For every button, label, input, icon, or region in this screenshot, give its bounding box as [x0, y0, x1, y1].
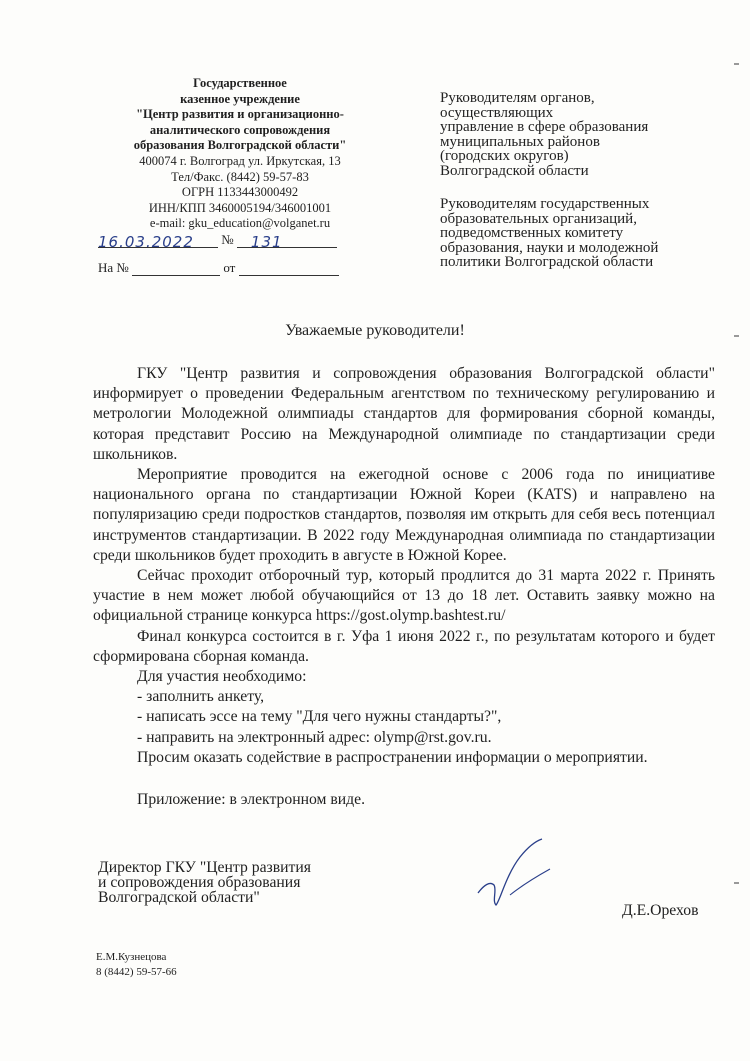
signatory-title: Волгоградской области" [98, 889, 260, 906]
paragraph: Сейчас проходит отборочный тур, который продлится до 31 марта 2022 г. Принять участие в нем может любой обучающийся от 13 до 18 лет. Оставить заявку можно на официальной странице конкурса https://gost.olymp.bashtest.ru/ [93, 567, 715, 625]
requirement-item: - написать эссе на тему "Для чего нужны стандарты?", [137, 708, 502, 726]
signature-block [98, 860, 311, 905]
sender-ogrn: ОГРН 1133443000492 [181, 185, 299, 200]
recipient-line: политики Волгоградской области [440, 254, 654, 270]
recipient-line: осуществляющих [440, 104, 554, 121]
recipient-line: управление в сфере образования [440, 119, 649, 135]
recipient-line: Руководителям государственных [440, 196, 650, 212]
recipient-line: (городских округов) [440, 148, 569, 164]
paragraph: ГКУ "Центр развития и сопровождения образования Волгоградской области" информирует о проведении Федеральным агентством по техническому регулированию и метрологии Молодежной олимпиады стандартов для формирования сборной команды, которая представит Россию на Международной олимпиаде по стандартизации среди школьников. [93, 365, 715, 463]
recipient-line: образования, науки и молодежной [440, 239, 659, 256]
sender-line: аналитического сопровождения [149, 122, 331, 137]
scan-mark [734, 335, 739, 337]
signatory-title: Директор ГКУ "Центр развития [98, 859, 311, 876]
registration-number: 131 [250, 233, 283, 251]
sender-address: 400074 г. Волгоград ул. Иркутская, 13 [139, 153, 341, 168]
sender-line: образования Волгоградской области" [133, 138, 347, 153]
letter-body [93, 364, 715, 810]
reference-from-label: от [223, 260, 236, 275]
recipient-line: образовательных организаций, [440, 210, 637, 227]
sender-block [95, 76, 385, 232]
sender-line: казенное учреждение [180, 91, 300, 106]
registration-line [98, 232, 348, 251]
scan-mark [734, 882, 739, 884]
requirements-title: Для участия необходимо: [137, 668, 307, 686]
signatory-title: и сопровождения образования [98, 874, 301, 891]
paragraph: Мероприятие проводится на ежегодной основе с 2006 года по инициативе национального органа по стандартизации Южной Кореи (KATS) и направлено на популяризацию среди подростков стандартов, позволяя им открыть для себя весь потенциал инструментов стандартизации. В 2022 году Международная олимпиада по стандартизации среди школьников будет проходить в августе в Южной Корее. [93, 466, 715, 564]
recipient-line: подведомственных комитету [440, 225, 624, 241]
sender-email: e-mail: gku_education@volganet.ru [149, 216, 331, 231]
signatory-name: Д.Е.Орехов [622, 902, 699, 919]
handwritten-signature [470, 835, 560, 915]
scan-mark [734, 63, 739, 65]
registration-date: 16.03.2022 [98, 233, 194, 251]
reference-label: На № [98, 260, 129, 275]
recipient-line: Волгоградской области [440, 162, 589, 179]
attachment-note: Приложение: в электронном виде. [137, 791, 366, 809]
executor-name: Е.М.Кузнецова [96, 951, 167, 963]
recipient-line: Руководителям органов, [440, 90, 595, 106]
sender-phone: Тел/Факс. (8442) 59-57-83 [171, 169, 309, 184]
sender-line: "Центр развития и организационно- [136, 107, 344, 122]
paragraph: Финал конкурса состоится в г. Уфа 1 июня 2022 г., по результатам которого и будет сформирована сборная команда. [93, 627, 715, 665]
executor-block [96, 950, 177, 980]
requirement-item: - направить на электронный адрес: olymp@rst.gov.ru. [137, 728, 492, 746]
executor-phone: 8 (8442) 59-57-66 [96, 966, 177, 978]
request-text: Просим оказать содействие в распространении информации о мероприятии. [137, 748, 648, 766]
sender-inn: ИНН/КПП 3460005194/346001001 [148, 200, 332, 215]
requirement-item: - заполнить анкету, [137, 688, 265, 706]
sender-line: Государственное [193, 76, 287, 90]
recipient-line: муниципальных районов [440, 133, 600, 150]
salutation: Уважаемые руководители! [285, 322, 465, 339]
recipients-group-2 [440, 197, 710, 270]
recipients-group-1 [440, 91, 710, 178]
reference-line [98, 260, 339, 276]
registration-number-label: № [221, 232, 234, 247]
